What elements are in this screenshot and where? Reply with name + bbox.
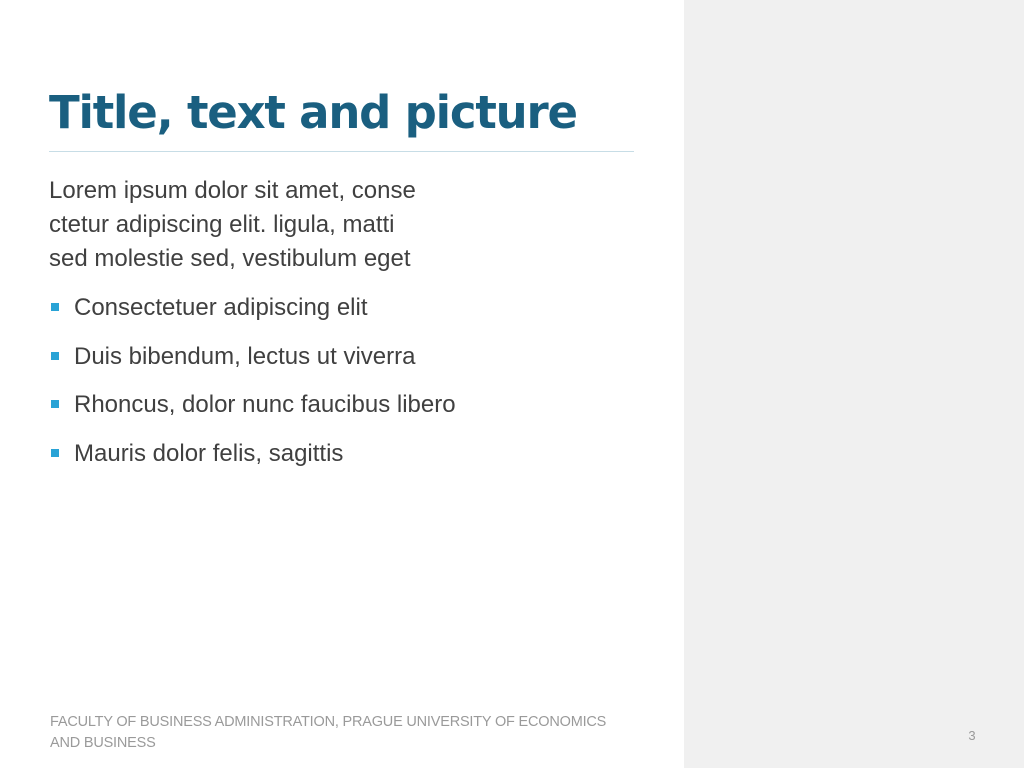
picture-placeholder — [684, 0, 1024, 768]
footer-line: AND BUSINESS — [50, 735, 156, 751]
page-number: 3 — [968, 728, 976, 743]
footer-line: FACULTY OF BUSINESS ADMINISTRATION, PRAGUE UNIVERSITY OF ECONOMICS — [50, 714, 607, 730]
slide-title: Title, text and picture — [49, 86, 577, 139]
bullet-item — [49, 436, 456, 485]
bullet-item — [49, 290, 456, 339]
intro-line: sed molestie sed, vestibulum eget — [49, 245, 411, 272]
intro-line: Lorem ipsum dolor sit amet, conse — [49, 177, 416, 204]
square-bullet-icon — [51, 303, 59, 311]
title-divider — [49, 151, 634, 152]
intro-line: ctetur adipiscing elit. ligula, matti — [49, 211, 395, 238]
bullet-text: Mauris dolor felis, sagittis — [74, 439, 344, 467]
bullet-text: Duis bibendum, lectus ut viverra — [74, 342, 416, 370]
square-bullet-icon — [51, 400, 59, 408]
square-bullet-icon — [51, 449, 59, 457]
footer-institution — [50, 712, 650, 754]
bullet-item — [49, 387, 456, 436]
bullet-list — [49, 290, 456, 484]
intro-paragraph — [49, 174, 489, 276]
bullet-text: Rhoncus, dolor nunc faucibus libero — [74, 391, 456, 418]
bullet-text: Consectetuer adipiscing elit — [74, 294, 368, 321]
square-bullet-icon — [51, 352, 59, 360]
bullet-item — [49, 339, 456, 388]
